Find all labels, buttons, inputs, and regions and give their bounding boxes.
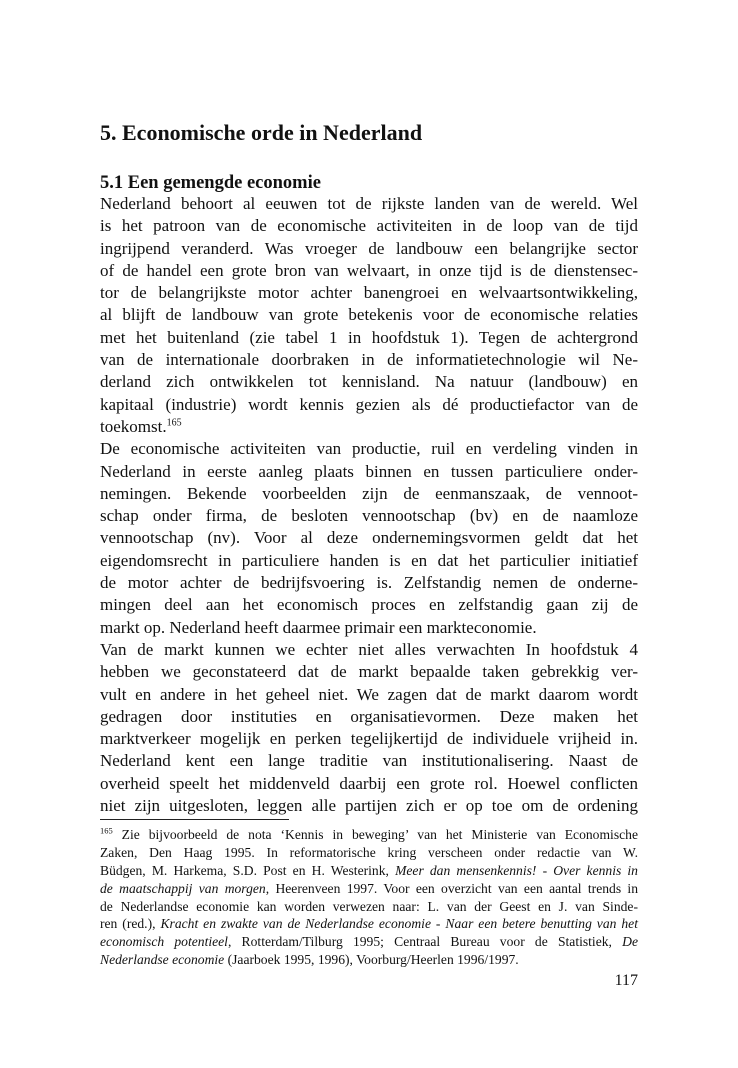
footnote-divider — [100, 819, 289, 820]
body-line: niet zijn uitgesloten, leggen alle partijen zich er op toe om de ordening — [100, 796, 638, 816]
footnote-title: Meer dan mensenkennis! - Over kennis in — [395, 862, 638, 878]
footnote-line — [100, 915, 638, 933]
page-number: 117 — [614, 972, 638, 989]
body-line: marktverkeer mogelijk en perken tegelijkertijd de individuele vrijheid in. — [100, 729, 638, 749]
body-line: of de handel een grote bron van welvaart, in onze tijd is de dienstensec- — [100, 260, 638, 280]
body-line: schap onder firma, de besloten vennootschap (bv) en de naamloze — [100, 506, 638, 526]
body-line: eigendomsrecht in particuliere handen is en dat het particulier initiatief — [100, 550, 638, 570]
body-line: ingrijpend veranderd. Was vroeger de landbouw een belangrijke sector — [100, 238, 638, 258]
footnote-title: Nederlandse economie — [100, 952, 225, 968]
footnote-line — [100, 951, 638, 969]
footnote-line — [100, 826, 638, 844]
footnote — [100, 826, 638, 969]
body-line: kapitaal (industrie) wordt kennis gezien als dé productiefactor van de — [100, 394, 638, 414]
footnote-text: (Jaarboek 1995, 1996), Voorburg/Heerlen 1996/1997. — [224, 952, 519, 968]
body-line: nemingen. Bekende voorbeelden zijn de eenmanszaak, de vennoot- — [100, 483, 638, 503]
footnote-text: Büdgen, M. Harkema, S.D. Post en H. Westerink, — [100, 862, 396, 878]
footnote-text: Zie bijvoorbeeld de nota ‘Kennis in beweging’ van het Ministerie van Economische — [112, 827, 638, 842]
body-line-text: toekomst. — [100, 416, 167, 436]
body-line: de motor achter de bedrijfsvoering is. Zelfstandig nemen de onderne- — [100, 573, 638, 593]
footnote-text: ren (red.), — [100, 916, 161, 932]
footnote-title: Kracht en zwakte van de Nederlandse economie - Naar een betere benutting van het — [160, 916, 638, 932]
body-line: gedragen door instituties en organisatievormen. Deze maken het — [100, 706, 638, 726]
footnote-text: , Rotterdam/Tilburg 1995; Centraal Bureau voor de Statistiek, — [227, 934, 623, 950]
body-line: vennootschap (nv). Voor al deze ondernemingsvormen geldt dat het — [100, 528, 638, 548]
footnote-reference[interactable]: 165 — [166, 417, 182, 429]
footnote-line — [100, 933, 638, 951]
body-line: is het patroon van de economische activiteiten in de loop van de tijd — [100, 216, 638, 236]
body-text — [100, 193, 638, 817]
body-line: mingen deel aan het economisch proces en zelfstandig gaan zij de — [100, 595, 638, 615]
body-line: tor de belangrijkste motor achter banengroei en welvaartsontwikkeling, — [100, 283, 638, 303]
body-line: Van de markt kunnen we echter niet alles verwachten In hoofdstuk 4 — [100, 639, 638, 659]
body-line: hebben we geconstateerd dat de markt bepaalde taken gebrekkig ver- — [100, 662, 638, 682]
body-line: De economische activiteiten van productie, ruil en verdeling vinden in — [100, 439, 638, 459]
footnote-title: De — [622, 934, 638, 950]
section-title: 5.1 Een gemengde economie — [100, 173, 321, 193]
body-line: markt op. Nederland heeft daarmee primair een markteconomie. — [100, 617, 537, 637]
footnote-line: de Nederlandse economie kan worden verwezen naar: L. van der Geest en J. van Sinde- — [100, 898, 638, 914]
footnote-line — [100, 880, 638, 898]
footnote-text: , Heerenveen 1997. Voor een overzicht van een aantal trends in — [265, 880, 639, 896]
footnote-title: economisch potentieel — [100, 934, 228, 950]
body-line: al blijft de landbouw van grote betekenis voor de economische relaties — [100, 305, 638, 325]
body-line: van de internationale doorbraken in de informatietechnologie wil Ne- — [100, 350, 638, 370]
footnote-number: 165 — [100, 825, 113, 836]
body-line: Nederland in eerste aanleg plaats binnen en tussen particuliere onder- — [100, 461, 638, 481]
body-line: Nederland behoort al eeuwen tot de rijkste landen van de wereld. Wel — [100, 194, 638, 213]
body-line: Nederland kent een lange traditie van institutionalisering. Naast de — [100, 751, 638, 771]
body-line: vult en andere in het geheel niet. We zagen dat de markt daarom wordt — [100, 684, 638, 704]
body-line: derland zich ontwikkelen tot kennisland. Na natuur (landbouw) en — [100, 372, 638, 392]
chapter-title: 5. Economische orde in Nederland — [100, 120, 423, 145]
footnote-line: Zaken, Den Haag 1995. In reformatorische kring verscheen onder redactie van W. — [100, 844, 638, 860]
footnote-title: de maatschappij van morgen — [100, 880, 266, 896]
body-line — [100, 416, 638, 438]
body-line: met het buitenland (zie tabel 1 in hoofdstuk 1). Tegen de achtergrond — [100, 327, 638, 347]
body-line: overheid speelt het middenveld daarbij een grote rol. Hoewel conflicten — [100, 773, 638, 793]
footnote-line — [100, 862, 638, 880]
